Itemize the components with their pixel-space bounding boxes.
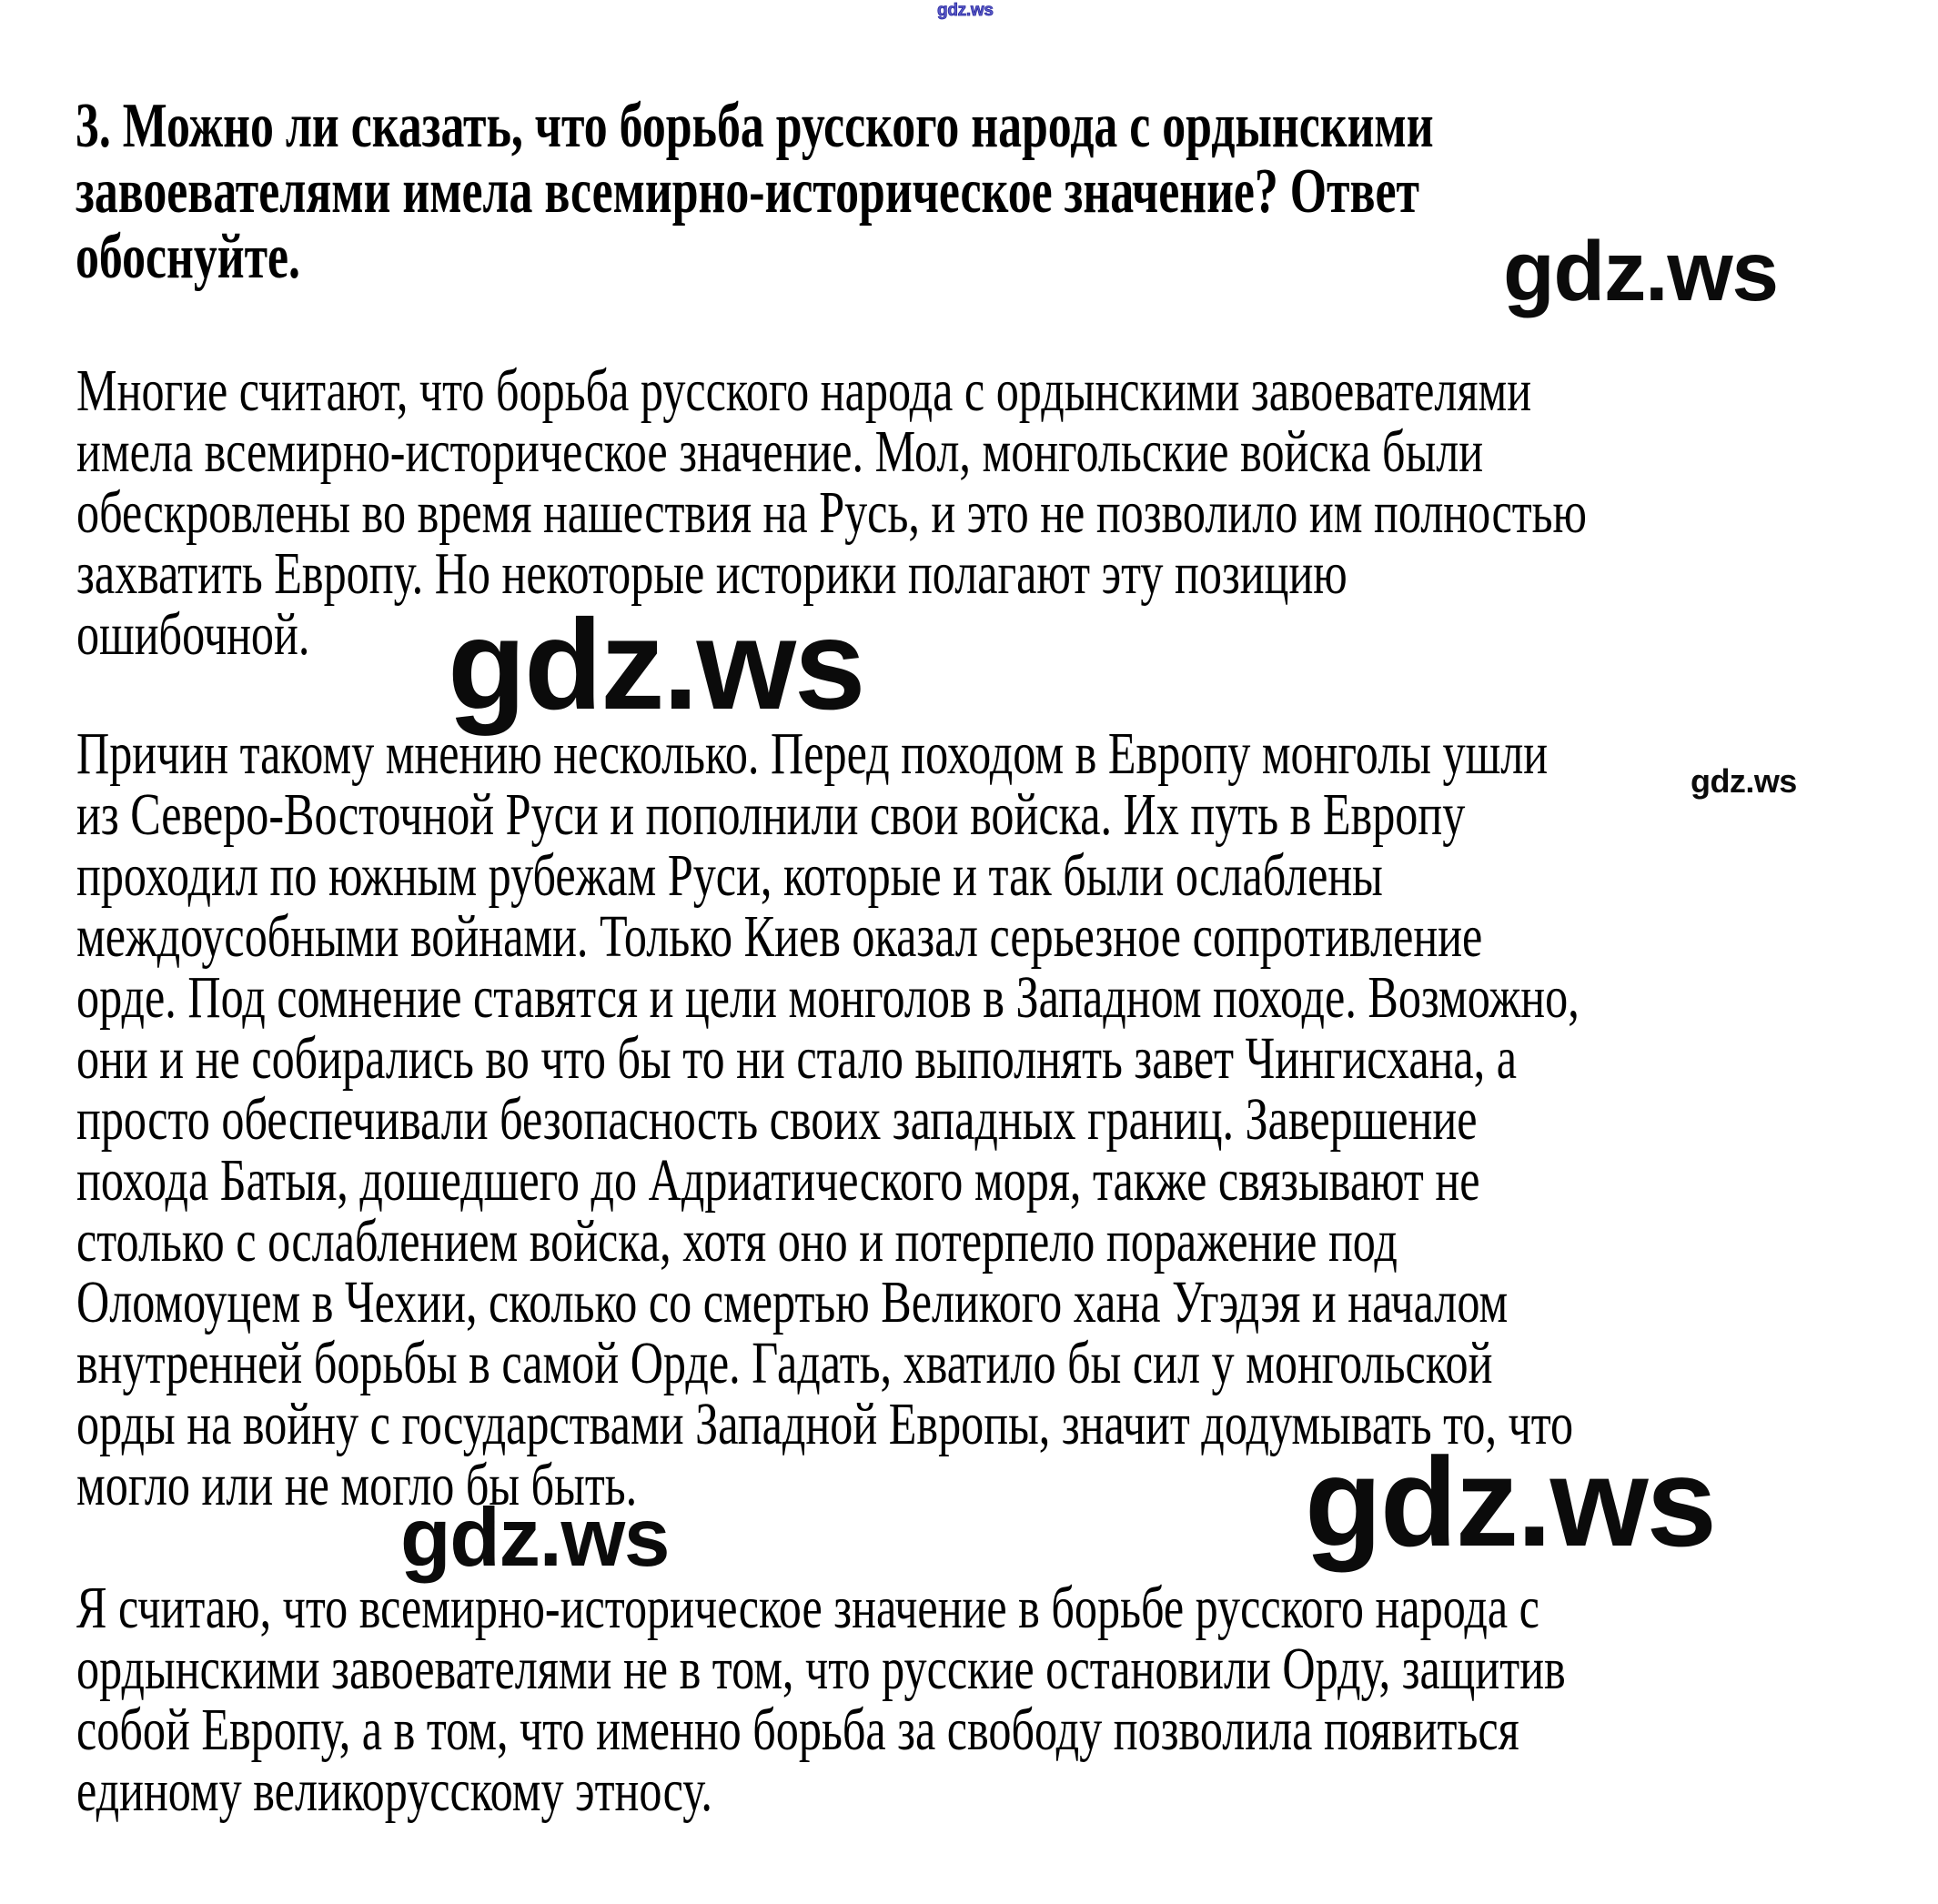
question-heading-line: завоевателями имела всемирно-историческое значение? Ответ — [76, 156, 1419, 227]
answer-text-line: Причин такому мнению несколько. Перед походом в Европу монголы ушли — [76, 720, 1549, 787]
answer-text-line: проходил по южным рубежам Руси, которые и так были ослаблены — [76, 842, 1383, 909]
answer-text-line: ошибочной. — [76, 601, 310, 668]
answer-text-line: Я считаю, что всемирно-историческое значение в борьбе русского народа с — [76, 1575, 1539, 1641]
watermark-gdz-middle-right-small: gdz.ws — [1691, 762, 1797, 800]
answer-paragraph-3 — [76, 1575, 1938, 1824]
answer-text-line: обескровлены во время нашествия на Русь, и это не позволило им полностью — [76, 479, 1587, 546]
watermark-gdz-top-right: gdz.ws — [1503, 224, 1778, 318]
answer-paragraph-2 — [76, 720, 1938, 1518]
answer-text-line: могло или не могло бы быть. — [76, 1452, 638, 1518]
answer-text-line: столько с ослаблением войска, хотя оно и потерпело поражение под — [76, 1208, 1398, 1274]
question-heading-line: 3. Можно ли сказать, что борьба русского народа с ордынскими — [76, 91, 1434, 161]
answer-text-line: орде. Под сомнение ставятся и цели монголов в Западном походе. Возможно, — [76, 964, 1580, 1031]
answer-paragraph-1 — [76, 358, 1938, 668]
answer-text-line: из Северо-Восточной Руси и пополнили свои войска. Их путь в Европу — [76, 781, 1466, 848]
question-heading-line: обоснуйте. — [76, 222, 300, 292]
answer-text-line: имела всемирно-историческое значение. Мол, монгольские войска были — [76, 418, 1484, 485]
answer-text-line: похода Батыя, дошедшего до Адриатического моря, также связывают не — [76, 1147, 1480, 1214]
answer-text-line: просто обеспечивали безопасность своих западных границ. Завершение — [76, 1086, 1478, 1153]
answer-text-line: захватить Европу. Но некоторые историки полагают эту позицию — [76, 540, 1348, 607]
watermark-gdz-middle-left: gdz.ws — [448, 592, 864, 736]
answer-text-line: междоусобными войнами. Только Киев оказал серьезное сопротивление — [76, 903, 1483, 970]
answer-text-line: Многие считают, что борьба русского народа с ордынскими завоевателями — [76, 358, 1532, 424]
answer-text-line: ордынскими завоевателями не в том, что русские остановили Орду, защитив — [76, 1636, 1566, 1702]
answer-text-line: единому великорусскому этносу. — [76, 1758, 712, 1824]
answer-text-line: они и не собирались во что бы то ни стало выполнять завет Чингисхана, а — [76, 1025, 1518, 1092]
answer-text-line: Оломоуцем в Чехии, сколько со смертью Великого хана Угэдэя и началом — [76, 1269, 1509, 1335]
answer-text-line: внутренней борьбы в самой Орде. Гадать, хватило бы сил у монгольской — [76, 1330, 1493, 1396]
answer-text-line: орды на войну с государствами Западной Европы, значит додумывать то, что — [76, 1391, 1574, 1457]
answer-text-line: собой Европу, а в том, что именно борьба за свободу позволила появиться — [76, 1697, 1519, 1763]
watermark-gdz-bottom-left: gdz.ws — [400, 1492, 670, 1584]
watermark-gdz-top-center: gdz.ws — [937, 1, 994, 20]
watermark-gdz-bottom-right: gdz.ws — [1305, 1432, 1715, 1573]
